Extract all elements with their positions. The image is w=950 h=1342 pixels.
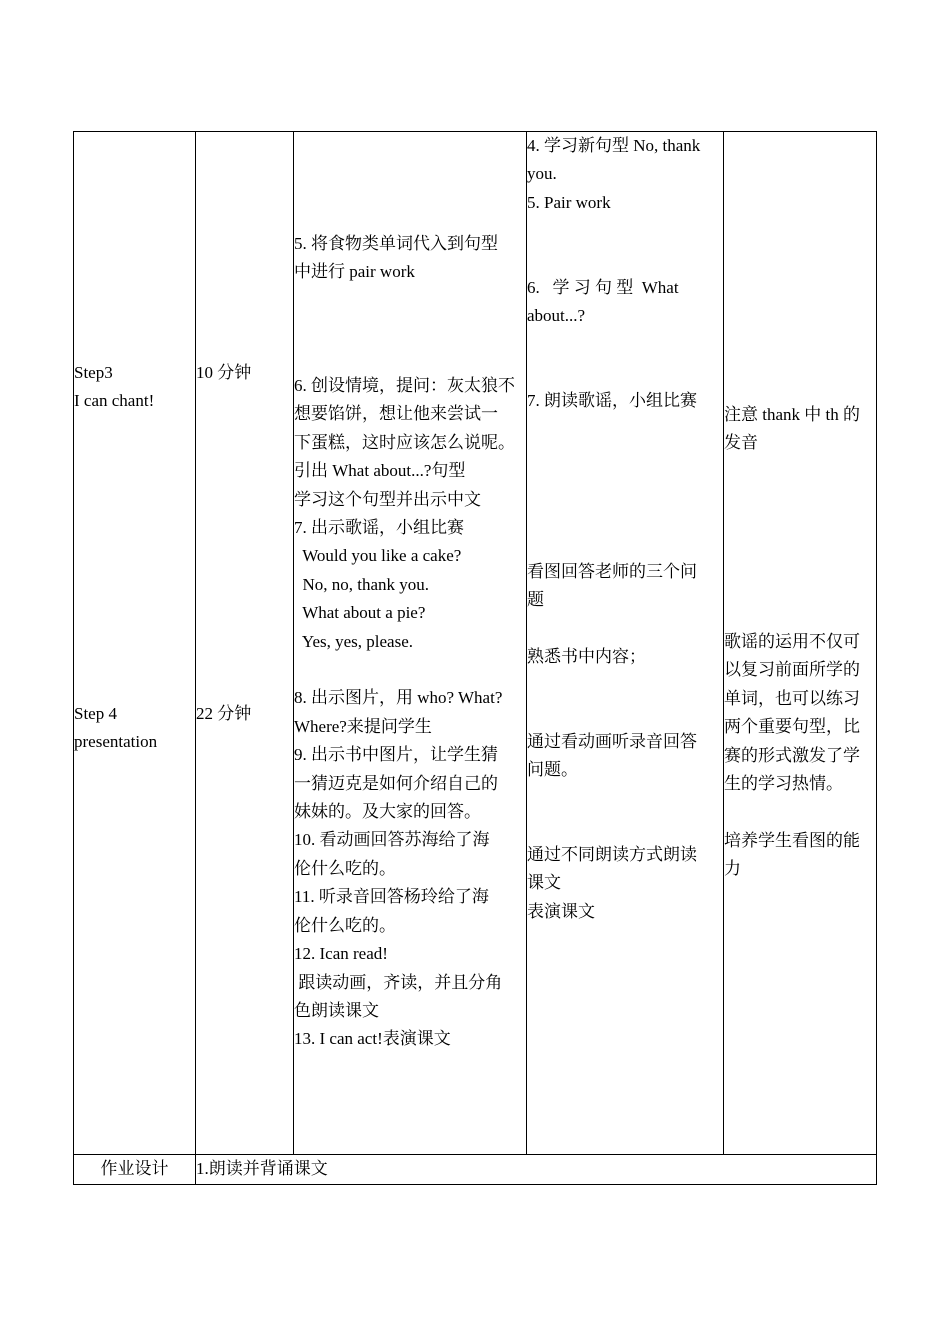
text-line: 力: [724, 859, 741, 879]
table-left-border: [73, 131, 74, 1185]
text-line: 下蛋糕，这时应该怎么说呢。: [294, 432, 515, 452]
step3-cell: [74, 359, 154, 416]
text-line: 4. 学习新句型 No, thank: [527, 136, 701, 155]
intent-c: [724, 827, 876, 884]
chant-line: No, no, thank you.: [294, 574, 430, 594]
text-line: 看图回答老师的三个问: [527, 562, 697, 581]
student-activities-c: [527, 387, 723, 415]
intent-b: [724, 628, 876, 798]
text-line: 单词，也可以练习: [724, 688, 860, 708]
text-line: 生的学习热情。: [724, 774, 843, 794]
step3-subtitle: I can chant!: [74, 391, 155, 411]
text-line: 中进行 pair work: [294, 262, 415, 282]
text-line: 色朗读课文: [294, 1000, 379, 1020]
table-top-border: [73, 131, 877, 132]
text-line: 伦什么吃的。: [294, 915, 396, 935]
step3-time: [196, 359, 251, 387]
text-line: 两个重要句型，比: [724, 717, 860, 737]
text-line: 引出 What about...?句型: [294, 461, 466, 481]
text-line: 表演课文: [527, 901, 595, 921]
student-activities-g: [527, 841, 723, 926]
text-line: Where?来提问学生: [294, 716, 432, 736]
homework-label-text: 作业设计: [100, 1159, 169, 1178]
text-line: 培养学生看图的能: [724, 831, 860, 850]
student-activities-f: [527, 728, 723, 785]
teacher-activities-b: [294, 372, 526, 1054]
text-line: 跟读动画，齐读，并且分角: [294, 972, 503, 992]
chant-line: What about a pie?: [294, 603, 426, 623]
text-line: 妹妹的。及大家的回答。: [294, 802, 481, 822]
text-line: 5. 将食物类单词代入到句型: [294, 234, 498, 253]
text-line: you.: [527, 164, 557, 184]
text-line: 6. 学 习 句 型 What: [527, 278, 679, 297]
chant-line: Would you like a cake?: [294, 546, 462, 566]
step4-subtitle: presentation: [74, 732, 158, 752]
table-bottom-border: [73, 1184, 877, 1185]
text-line: 课文: [527, 873, 561, 893]
intent-a: [724, 401, 876, 458]
text-line: 赛的形式激发了学: [724, 745, 860, 765]
text-line: 13. I can act!表演课文: [294, 1029, 451, 1049]
text-line: 以复习前面所学的: [724, 660, 860, 680]
student-activities-b: [527, 274, 723, 331]
text-line: 通过看动画听录音回答: [527, 732, 697, 751]
step3-time-text: 10 分钟: [196, 363, 252, 382]
step4-time-text: 22 分钟: [196, 704, 252, 723]
text-line: 11. 听录音回答杨玲给了海: [294, 887, 489, 907]
student-activities-e: [527, 643, 723, 671]
text-line: about...?: [527, 306, 586, 326]
table-right-border: [876, 131, 877, 1185]
col-divider-1: [195, 131, 196, 1185]
text-line: 问题。: [527, 760, 578, 780]
homework-label: [74, 1155, 195, 1184]
text-line: 发音: [724, 433, 758, 453]
lesson-plan-table: [73, 131, 877, 1185]
blank-line: [294, 656, 526, 684]
text-line: 7. 朗读歌谣，小组比赛: [527, 391, 697, 410]
homework-content: [196, 1155, 328, 1184]
text-line: 熟悉书中内容；: [527, 647, 646, 666]
text-line: 歌谣的运用不仅可: [724, 632, 860, 651]
text-line: 题: [527, 590, 544, 610]
text-line: 想要馅饼，想让他来尝试一: [294, 404, 498, 424]
step4-cell: [74, 700, 157, 757]
student-activities-d: [527, 558, 723, 615]
step4-title: Step 4: [74, 704, 117, 723]
text-line: 7. 出示歌谣，小组比赛: [294, 518, 464, 538]
chant-line: Yes, yes, please.: [294, 631, 413, 651]
text-line: 8. 出示图片，用 who? What?: [294, 688, 503, 708]
teacher-activities-a: [294, 230, 526, 287]
text-line: 学习这个句型并出示中文: [294, 489, 481, 509]
text-line: 6. 创设情境，提问：灰太狼不: [294, 376, 515, 395]
text-line: 12. Ican read!: [294, 944, 388, 964]
text-line: 5. Pair work: [527, 192, 611, 212]
step3-title: Step3: [74, 363, 113, 382]
student-activities-a: [527, 132, 723, 217]
text-line: 9. 出示书中图片，让学生猜: [294, 745, 498, 765]
text-line: 通过不同朗读方式朗读: [527, 845, 697, 864]
text-line: 伦什么吃的。: [294, 858, 396, 878]
step4-time: [196, 700, 251, 728]
text-line: 一猜迈克是如何介绍自己的: [294, 773, 498, 793]
text-line: 注意 thank 中 th 的: [724, 405, 860, 424]
homework-content-text: 1.朗读并背诵课文: [196, 1159, 328, 1178]
text-line: 10. 看动画回答苏海给了海: [294, 830, 490, 850]
